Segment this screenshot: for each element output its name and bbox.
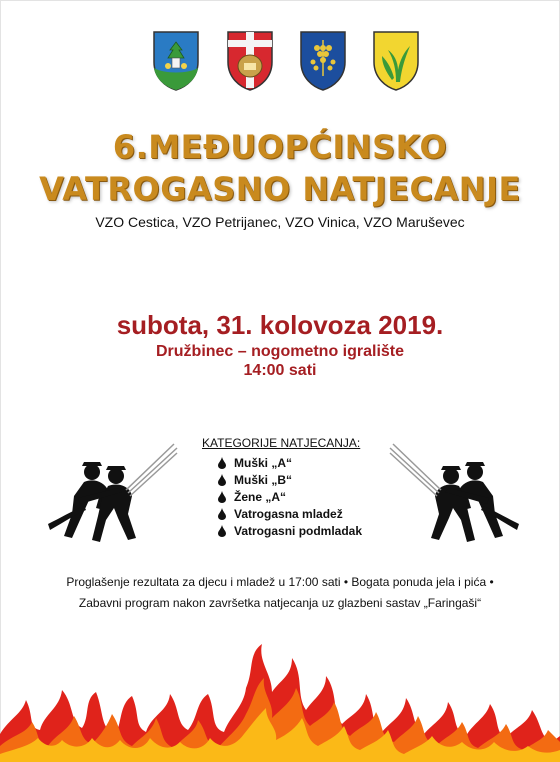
info-line-1: Proglašenje rezultata za djecu i mladež u 17:00 sati • Bogata ponuda jela i pića • [66, 575, 494, 589]
crest-marusevec-icon [372, 30, 420, 92]
flames-icon [0, 630, 560, 762]
category-label: Muški „A“ [234, 455, 293, 470]
categories-list [216, 454, 362, 539]
crest-petrijanec-icon [226, 30, 274, 92]
drop-icon [216, 474, 228, 486]
drop-icon [216, 525, 228, 537]
drop-icon [216, 457, 228, 469]
firefighters-hose-left-icon [44, 438, 179, 550]
event-venue-time [0, 342, 560, 380]
category-label: Vatrogasni podmladak [234, 523, 363, 538]
title-line-2: VATROGASNO NATJECANJE [39, 170, 521, 208]
event-date: subota, 31. kolovoza 2019. [116, 310, 444, 340]
crest-cestica-icon [152, 30, 200, 92]
list-item [216, 471, 362, 488]
drop-icon [216, 491, 228, 503]
event-place: Družbinec – nogometno igralište [155, 343, 405, 360]
category-label: Žene „A“ [234, 489, 287, 504]
event-time: 14:00 sati [243, 362, 317, 379]
list-item [216, 454, 362, 471]
list-item [216, 488, 362, 505]
crest-vinica-icon [299, 30, 347, 92]
organizers: VZO Cestica, VZO Petrijanec, VZO Vinica, VZO Maruševec [95, 214, 465, 230]
categories-heading: KATEGORIJE NATJECANJA: [202, 436, 361, 450]
category-label: Vatrogasna mladež [234, 506, 343, 521]
drop-icon [216, 508, 228, 520]
crest-row [0, 30, 560, 96]
firefighters-hose-right-icon [388, 438, 523, 550]
info-text [0, 572, 560, 614]
list-item [216, 505, 362, 522]
list-item [216, 522, 362, 539]
title-line-1: 6.MEĐUOPĆINSKO [112, 128, 448, 166]
category-label: Muški „B“ [234, 472, 293, 487]
info-line-2: Zabavni program nakon završetka natjecanja uz glazbeni sastav „Faringaši“ [78, 596, 482, 610]
